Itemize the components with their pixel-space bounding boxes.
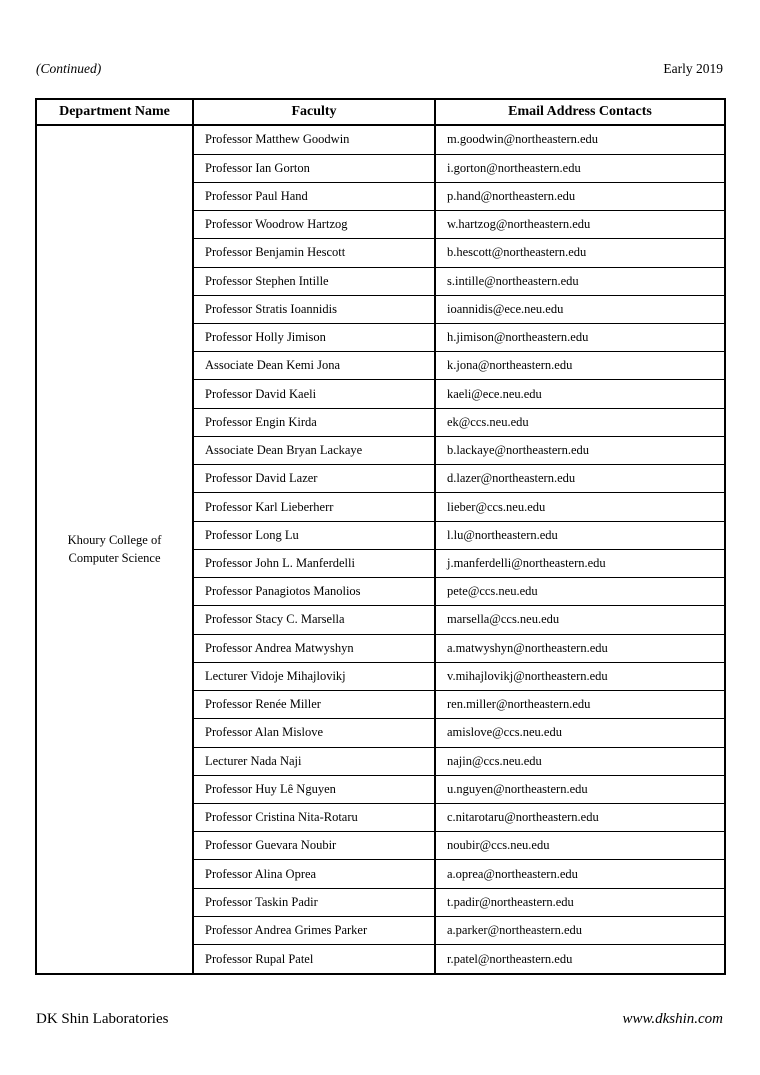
email-cell: j.manferdelli@northeastern.edu bbox=[435, 549, 725, 577]
faculty-cell: Professor Huy Lê Nguyen bbox=[193, 775, 435, 803]
faculty-cell: Professor David Lazer bbox=[193, 465, 435, 493]
footer-organization: DK Shin Laboratories bbox=[36, 1011, 169, 1027]
email-cell: ren.miller@northeastern.edu bbox=[435, 691, 725, 719]
email-cell: b.hescott@northeastern.edu bbox=[435, 239, 725, 267]
faculty-cell: Professor Woodrow Hartzog bbox=[193, 211, 435, 239]
faculty-contacts-table bbox=[35, 98, 726, 975]
footer-website: www.dkshin.com bbox=[622, 1011, 723, 1027]
faculty-cell: Professor Holly Jimison bbox=[193, 324, 435, 352]
faculty-cell: Professor Renée Miller bbox=[193, 691, 435, 719]
email-cell: u.nguyen@northeastern.edu bbox=[435, 775, 725, 803]
faculty-cell: Professor Taskin Padir bbox=[193, 888, 435, 916]
email-cell: a.matwyshyn@northeastern.edu bbox=[435, 634, 725, 662]
email-cell: noubir@ccs.neu.edu bbox=[435, 832, 725, 860]
email-cell: a.parker@northeastern.edu bbox=[435, 916, 725, 944]
email-cell: k.jona@northeastern.edu bbox=[435, 352, 725, 380]
email-cell: d.lazer@northeastern.edu bbox=[435, 465, 725, 493]
faculty-cell: Professor Panagiotos Manolios bbox=[193, 578, 435, 606]
header-row bbox=[36, 99, 725, 125]
faculty-cell: Professor Alan Mislove bbox=[193, 719, 435, 747]
email-cell: p.hand@northeastern.edu bbox=[435, 182, 725, 210]
faculty-cell: Lecturer Nada Naji bbox=[193, 747, 435, 775]
email-cell: amislove@ccs.neu.edu bbox=[435, 719, 725, 747]
email-cell: kaeli@ece.neu.edu bbox=[435, 380, 725, 408]
column-header-email: Email Address Contacts bbox=[435, 99, 725, 125]
faculty-cell: Professor John L. Manferdelli bbox=[193, 549, 435, 577]
email-cell: c.nitarotaru@northeastern.edu bbox=[435, 804, 725, 832]
email-cell: i.gorton@northeastern.edu bbox=[435, 154, 725, 182]
email-cell: r.patel@northeastern.edu bbox=[435, 945, 725, 974]
email-cell: h.jimison@northeastern.edu bbox=[435, 324, 725, 352]
email-cell: l.lu@northeastern.edu bbox=[435, 521, 725, 549]
faculty-cell: Professor Guevara Noubir bbox=[193, 832, 435, 860]
email-cell: ek@ccs.neu.edu bbox=[435, 408, 725, 436]
faculty-cell: Professor Stratis Ioannidis bbox=[193, 295, 435, 323]
email-cell: najin@ccs.neu.edu bbox=[435, 747, 725, 775]
faculty-cell: Professor Karl Lieberherr bbox=[193, 493, 435, 521]
faculty-cell: Professor Andrea Matwyshyn bbox=[193, 634, 435, 662]
faculty-cell: Associate Dean Bryan Lackaye bbox=[193, 436, 435, 464]
faculty-cell: Professor Benjamin Hescott bbox=[193, 239, 435, 267]
table-row bbox=[36, 125, 725, 154]
faculty-cell: Professor Cristina Nita-Rotaru bbox=[193, 804, 435, 832]
column-header-faculty: Faculty bbox=[193, 99, 435, 125]
email-cell: v.mihajlovikj@northeastern.edu bbox=[435, 662, 725, 690]
email-cell: w.hartzog@northeastern.edu bbox=[435, 211, 725, 239]
email-cell: a.oprea@northeastern.edu bbox=[435, 860, 725, 888]
table-header bbox=[36, 99, 725, 125]
faculty-cell: Associate Dean Kemi Jona bbox=[193, 352, 435, 380]
faculty-cell: Professor David Kaeli bbox=[193, 380, 435, 408]
faculty-cell: Professor Ian Gorton bbox=[193, 154, 435, 182]
faculty-cell: Professor Engin Kirda bbox=[193, 408, 435, 436]
email-cell: lieber@ccs.neu.edu bbox=[435, 493, 725, 521]
department-name-cell: Khoury College of Computer Science bbox=[36, 125, 193, 974]
email-cell: m.goodwin@northeastern.edu bbox=[435, 125, 725, 154]
faculty-table-body bbox=[36, 125, 725, 974]
faculty-cell: Professor Paul Hand bbox=[193, 182, 435, 210]
email-cell: ioannidis@ece.neu.edu bbox=[435, 295, 725, 323]
faculty-cell: Lecturer Vidoje Mihajlovikj bbox=[193, 662, 435, 690]
continued-note: (Continued) bbox=[36, 61, 102, 76]
faculty-cell: Professor Stacy C. Marsella bbox=[193, 606, 435, 634]
email-cell: pete@ccs.neu.edu bbox=[435, 578, 725, 606]
faculty-cell: Professor Long Lu bbox=[193, 521, 435, 549]
email-cell: marsella@ccs.neu.edu bbox=[435, 606, 725, 634]
date-label: Early 2019 bbox=[663, 61, 723, 76]
faculty-cell: Professor Matthew Goodwin bbox=[193, 125, 435, 154]
email-cell: s.intille@northeastern.edu bbox=[435, 267, 725, 295]
faculty-cell: Professor Alina Oprea bbox=[193, 860, 435, 888]
column-header-department: Department Name bbox=[36, 99, 193, 125]
faculty-cell: Professor Rupal Patel bbox=[193, 945, 435, 974]
email-cell: t.padir@northeastern.edu bbox=[435, 888, 725, 916]
faculty-cell: Professor Andrea Grimes Parker bbox=[193, 916, 435, 944]
faculty-cell: Professor Stephen Intille bbox=[193, 267, 435, 295]
email-cell: b.lackaye@northeastern.edu bbox=[435, 436, 725, 464]
